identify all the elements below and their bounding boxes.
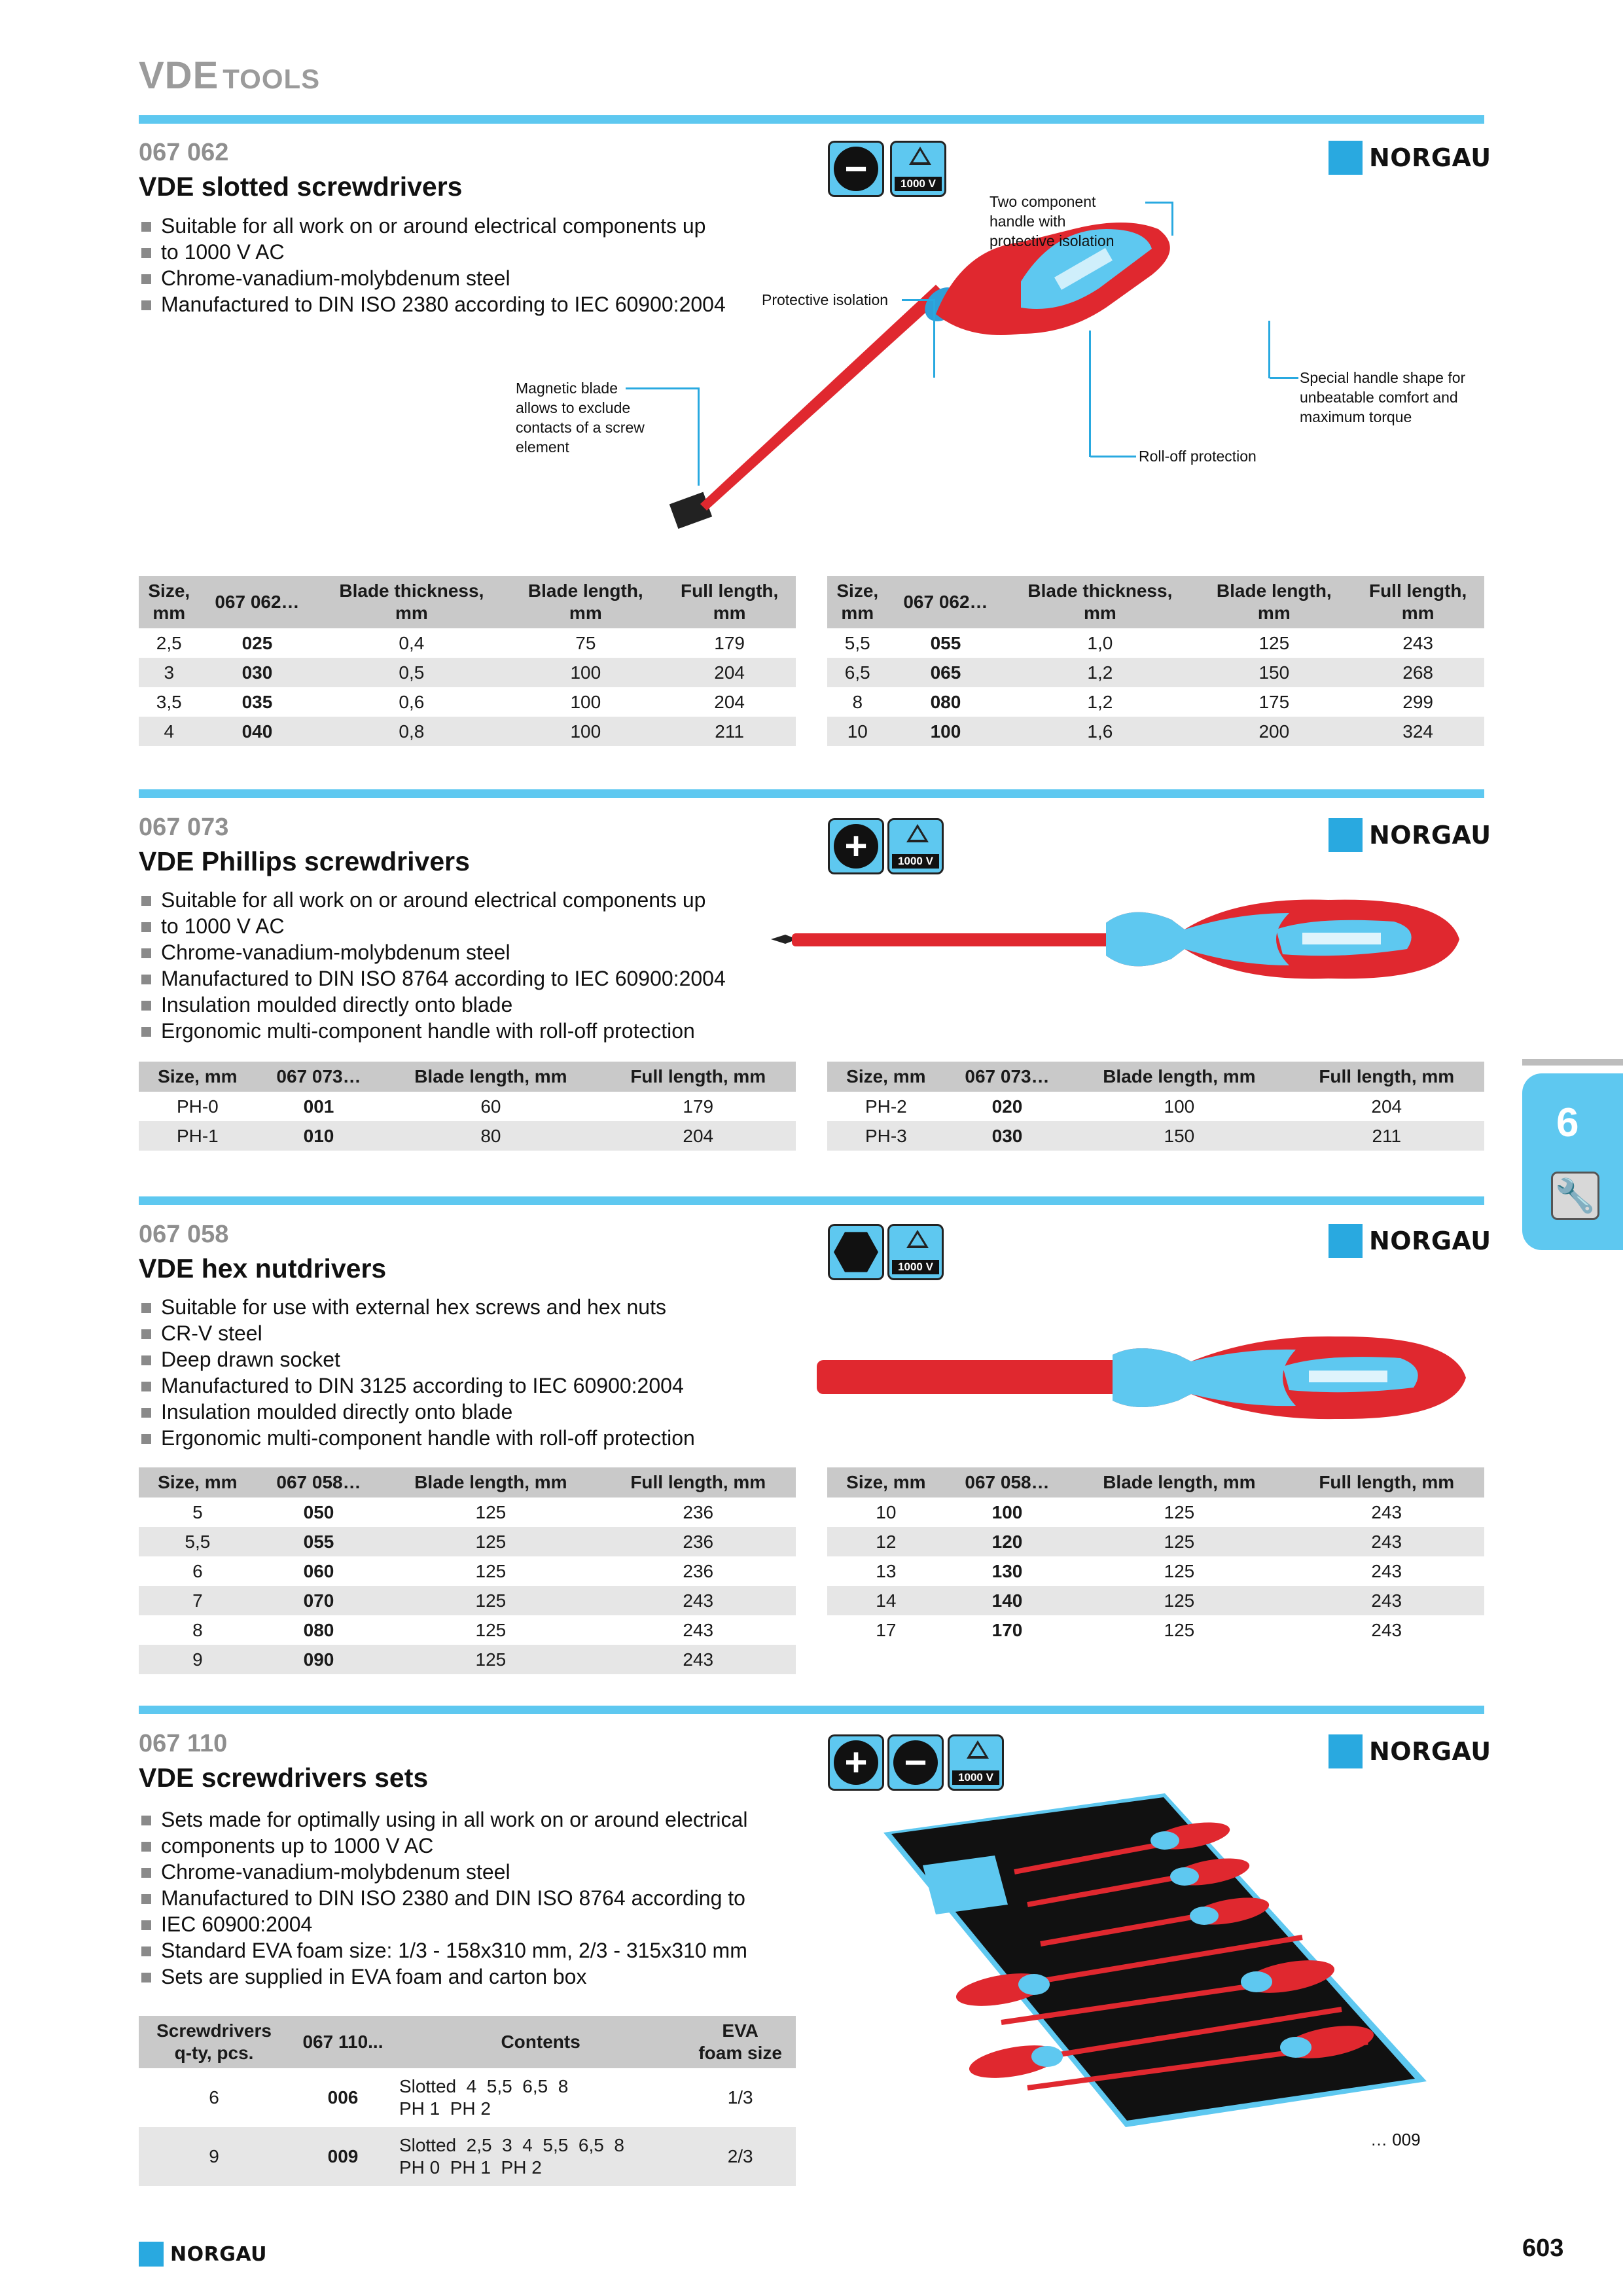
column-header: Screwdrivers q-ty, pcs. — [139, 2016, 289, 2068]
table-cell: 2/3 — [685, 2127, 796, 2186]
table-row — [139, 687, 796, 717]
table-cell: 7 — [139, 1586, 257, 1615]
table-cell: 009 — [289, 2127, 397, 2186]
size-table-right — [827, 1062, 1484, 1151]
column-header: Full length, mm — [601, 1467, 796, 1498]
table-cell: 10 — [827, 717, 888, 746]
footer-brand-logo: NORGAU — [139, 2242, 267, 2267]
table-cell: Slotted 2,5 3 4 5,5 6,5 8 PH 0 PH 1 PH 2 — [397, 2127, 685, 2186]
table-cell: 204 — [714, 691, 745, 712]
table-cell: 243 — [601, 1645, 796, 1674]
table-cell: 125 — [1069, 1527, 1289, 1556]
table-cell: 1,2 — [1003, 658, 1196, 687]
table-row — [139, 1586, 796, 1615]
table-cell: 179 — [683, 1096, 714, 1117]
table-cell: 0,6 — [399, 691, 425, 712]
table-cell: 055 — [930, 632, 961, 653]
list-item: Chrome-vanadium-molybdenum steel — [139, 939, 793, 965]
brand-logo: NORGAU — [1329, 141, 1491, 175]
column-header: EVA foam size — [685, 2016, 796, 2068]
section-rule — [139, 1706, 1484, 1714]
list-item: Ergonomic multi-component handle with roll-off protection — [139, 1425, 793, 1451]
table-cell: 211 — [1289, 1121, 1484, 1151]
table-cell: PH-2 — [865, 1096, 907, 1117]
list-item: Chrome-vanadium-molybdenum steel — [139, 1859, 826, 1885]
table-cell: 030 — [945, 1121, 1070, 1151]
column-header: 067 058… — [945, 1467, 1070, 1498]
hex-icon — [828, 1224, 884, 1280]
table-cell: 125 — [1164, 1619, 1195, 1640]
table-cell: Slotted 4 5,5 6,5 8 PH 1 PH 2 — [399, 2076, 569, 2119]
list-item: Deep drawn socket — [139, 1346, 793, 1372]
table-cell: 12 — [827, 1527, 945, 1556]
table-cell: 80 — [381, 1121, 600, 1151]
size-table-right — [827, 1467, 1484, 1645]
table-cell: 200 — [1196, 717, 1351, 746]
table-cell: 125 — [1069, 1586, 1289, 1615]
table-cell: 0,4 — [399, 632, 425, 653]
table-cell: 236 — [601, 1527, 796, 1556]
size-table-right — [827, 576, 1484, 746]
table-cell: 065 — [888, 658, 1004, 687]
table-cell: 243 — [1371, 1560, 1402, 1581]
table-row — [827, 1586, 1484, 1615]
phillips-icon: + — [828, 1734, 884, 1791]
table-cell: 150 — [1196, 658, 1351, 687]
chapter-number: 6 — [1556, 1100, 1579, 1145]
table-cell: 243 — [1371, 1619, 1402, 1640]
table-cell: 243 — [1402, 632, 1433, 653]
column-header: Size, mm — [827, 576, 888, 628]
table-row — [827, 687, 1484, 717]
size-table-left — [139, 576, 796, 746]
voltage-1000v-icon: 1000 V — [887, 818, 944, 874]
column-header: Blade length, mm — [508, 576, 663, 628]
table-cell: 5 — [192, 1501, 203, 1522]
table-cell: 100 — [888, 717, 1004, 746]
table-cell: 125 — [1258, 632, 1290, 653]
feature-list — [139, 1294, 793, 1451]
table-cell: 035 — [241, 691, 273, 712]
table-cell: 204 — [663, 658, 796, 687]
brand-logo: NORGAU — [1329, 1734, 1491, 1768]
table-cell: 243 — [601, 1586, 796, 1615]
table-cell: 75 — [575, 632, 596, 653]
table-cell: 125 — [475, 1619, 507, 1640]
table-cell: 14 — [827, 1586, 945, 1615]
table-cell: 5,5 — [139, 1527, 257, 1556]
table-cell: 100 — [508, 658, 663, 687]
list-item-cont: to 1000 V AC — [139, 239, 793, 265]
table-cell: 236 — [683, 1560, 714, 1581]
slotted-screwdriver-image — [654, 190, 1309, 556]
table-cell: 006 — [327, 2087, 359, 2108]
slotted-icon: − — [828, 141, 884, 197]
phillips-icon: + — [828, 818, 884, 874]
table-cell: 100 — [1164, 1096, 1195, 1117]
table-row — [827, 1527, 1484, 1556]
table-row — [139, 1498, 796, 1527]
table-cell: 175 — [1258, 691, 1290, 712]
column-header: 067 110... — [289, 2016, 397, 2068]
size-table-left — [139, 1467, 796, 1674]
table-cell: 150 — [1069, 1121, 1289, 1151]
page-title: VDE TOOLS — [139, 54, 321, 97]
table-cell: 13 — [876, 1560, 897, 1581]
table-cell: 60 — [480, 1096, 501, 1117]
phillips-screwdriver-image — [766, 884, 1472, 995]
list-item: Insulation moulded directly onto blade — [139, 992, 793, 1018]
product-title: VDE Phillips screwdrivers — [139, 846, 470, 876]
section-rule — [139, 789, 1484, 798]
size-table-left — [139, 1062, 796, 1151]
table-cell: 17 — [876, 1619, 897, 1640]
table-cell: 268 — [1351, 658, 1484, 687]
table-cell: 9 — [139, 2127, 289, 2186]
list-item: Suitable for use with external hex screws and hex nuts — [139, 1294, 793, 1320]
image-caption: … 009 — [1370, 2130, 1421, 2149]
table-cell: 4 — [139, 717, 200, 746]
section-rule — [139, 1196, 1484, 1205]
column-header: 067 073… — [945, 1062, 1070, 1092]
table-cell: PH-3 — [827, 1121, 945, 1151]
list-item: Insulation moulded directly onto blade — [139, 1399, 793, 1425]
column-header: Size, mm — [139, 576, 200, 628]
table-cell: 130 — [991, 1560, 1023, 1581]
table-cell: 204 — [601, 1121, 796, 1151]
table-cell: 179 — [714, 632, 745, 653]
table-cell: 324 — [1351, 717, 1484, 746]
table-cell: 1,2 — [1087, 691, 1113, 712]
slotted-icon: − — [887, 1734, 944, 1791]
table-cell: 5,5 — [844, 632, 870, 653]
product-title: VDE slotted screwdrivers — [139, 171, 463, 202]
table-row — [139, 2127, 796, 2186]
tab-divider — [1522, 1059, 1623, 1066]
table-cell: 1,0 — [1087, 632, 1113, 653]
column-header: Blade length, mm — [1069, 1062, 1289, 1092]
table-cell: 080 — [930, 691, 961, 712]
callout-two-component: Two component handle with protective isolation — [990, 193, 1115, 249]
column-header: 067 073… — [257, 1062, 382, 1092]
table-row — [827, 1556, 1484, 1586]
table-cell: 8 — [852, 691, 863, 712]
column-header: Blade length, mm — [381, 1062, 600, 1092]
table-row — [139, 658, 796, 687]
list-item: Manufactured to DIN ISO 2380 and DIN ISO 8764 according to — [139, 1885, 826, 1911]
list-item: Sets made for optimally using in all work on or around electrical — [139, 1806, 826, 1833]
table-cell: 170 — [991, 1619, 1023, 1640]
list-item-cont: components up to 1000 V AC — [139, 1833, 826, 1859]
list-item-cont: IEC 60900:2004 — [139, 1911, 826, 1937]
column-header: Blade length, mm — [381, 1467, 600, 1498]
table-row — [139, 628, 796, 658]
table-cell: 211 — [663, 717, 796, 746]
table-cell: 1,6 — [1003, 717, 1196, 746]
table-row — [139, 1556, 796, 1586]
column-header: 067 058… — [257, 1467, 382, 1498]
list-item: Manufactured to DIN 3125 according to IEC 60900:2004 — [139, 1372, 793, 1399]
brand-logo: NORGAU — [1329, 1224, 1491, 1258]
list-item: Manufactured to DIN ISO 2380 according to IEC 60900:2004 — [139, 291, 793, 317]
table-row — [827, 1121, 1484, 1151]
callout-magnetic-blade: Magnetic blade allows to exclude contacts of a screw element — [516, 380, 645, 456]
callout-special-handle: Special handle shape for unbeatable comfort and maximum torque — [1300, 369, 1466, 425]
product-code: 067 073 — [139, 814, 229, 841]
table-row — [139, 1092, 796, 1121]
list-item: Suitable for all work on or around electrical components up — [139, 213, 793, 239]
product-code: 067 110 — [139, 1730, 228, 1757]
section-rule — [139, 115, 1484, 124]
list-item: Standard EVA foam size: 1/3 - 158x310 mm, 2/3 - 315x310 mm — [139, 1937, 826, 1964]
table-cell: 10 — [876, 1501, 897, 1522]
list-item-cont: to 1000 V AC — [139, 913, 793, 939]
list-item: Ergonomic multi-component handle with roll-off protection — [139, 1018, 793, 1044]
feature-list — [139, 1806, 826, 1990]
table-cell: 120 — [945, 1527, 1070, 1556]
list-item: Suitable for all work on or around electrical components up — [139, 887, 793, 913]
table-cell: PH-0 — [176, 1096, 219, 1117]
callout-protective-isolation: Protective isolation — [762, 291, 889, 308]
table-cell: 070 — [257, 1586, 382, 1615]
list-item: Sets are supplied in EVA foam and carton box — [139, 1964, 826, 1990]
column-header: 067 062… — [200, 576, 315, 628]
chapter-tab[interactable] — [1522, 1073, 1623, 1250]
column-header: Size, mm — [139, 1467, 257, 1498]
product-code: 067 062 — [139, 139, 229, 166]
table-cell: 9 — [139, 1645, 257, 1674]
table-row — [139, 1645, 796, 1674]
column-header: Size, mm — [139, 1062, 257, 1092]
table-row — [827, 1092, 1484, 1121]
wrench-icon: 🔧 — [1551, 1172, 1599, 1220]
voltage-1000v-icon: 1000 V — [887, 1224, 944, 1280]
column-header: Full length, mm — [601, 1062, 796, 1092]
table-cell: 243 — [1371, 1501, 1402, 1522]
table-cell: 050 — [303, 1501, 334, 1522]
voltage-1000v-icon: 1000 V — [890, 141, 946, 197]
table-cell: 1/3 — [727, 2087, 753, 2108]
hex-nutdriver-image — [812, 1322, 1479, 1433]
callout-roll-off: Roll-off protection — [1139, 448, 1257, 465]
table-cell: 243 — [1289, 1586, 1484, 1615]
column-header: Blade length, mm — [1069, 1467, 1289, 1498]
table-cell: 040 — [200, 717, 315, 746]
table-cell: 010 — [257, 1121, 382, 1151]
feature-list — [139, 887, 793, 1044]
table-cell: 060 — [303, 1560, 334, 1581]
column-header: Blade thickness, mm — [315, 576, 508, 628]
table-cell: 140 — [945, 1586, 1070, 1615]
column-header: Full length, mm — [663, 576, 796, 628]
table-cell: 125 — [381, 1586, 600, 1615]
table-cell: 125 — [381, 1645, 600, 1674]
brand-logo: NORGAU — [1329, 818, 1491, 852]
table-row — [139, 2068, 796, 2127]
table-cell: 125 — [475, 1560, 507, 1581]
product-title: VDE hex nutdrivers — [139, 1253, 387, 1283]
column-header: Full length, mm — [1289, 1467, 1484, 1498]
voltage-1000v-icon: 1000 V — [948, 1734, 1004, 1791]
table-cell: 2,5 — [156, 632, 182, 653]
table-cell: 0,5 — [315, 658, 508, 687]
table-cell: 100 — [570, 691, 601, 712]
column-header: Blade length, mm — [1196, 576, 1351, 628]
list-item: CR-V steel — [139, 1320, 793, 1346]
table-cell: 020 — [991, 1096, 1023, 1117]
column-header: Size, mm — [827, 1062, 945, 1092]
table-row — [827, 717, 1484, 746]
table-cell: 236 — [683, 1501, 714, 1522]
set-table — [139, 2016, 796, 2186]
table-cell: 299 — [1402, 691, 1433, 712]
table-cell: 204 — [1371, 1096, 1402, 1117]
table-cell: 8 — [192, 1619, 203, 1640]
table-cell: 125 — [381, 1527, 600, 1556]
column-header: Size, mm — [827, 1467, 945, 1498]
table-cell: PH-1 — [139, 1121, 257, 1151]
product-code: 067 058 — [139, 1221, 229, 1248]
table-cell: 030 — [200, 658, 315, 687]
table-row — [827, 658, 1484, 687]
table-row — [139, 717, 796, 746]
table-cell: 100 — [508, 717, 663, 746]
column-header: 067 062… — [888, 576, 1004, 628]
table-cell: 025 — [241, 632, 273, 653]
page-number: 603 — [1522, 2234, 1564, 2262]
table-row — [139, 1121, 796, 1151]
table-cell: 090 — [257, 1645, 382, 1674]
table-cell: 125 — [1164, 1501, 1195, 1522]
table-cell: 125 — [1164, 1560, 1195, 1581]
column-header: Full length, mm — [1351, 576, 1484, 628]
column-header: Full length, mm — [1289, 1062, 1484, 1092]
table-cell: 055 — [257, 1527, 382, 1556]
table-row — [827, 1615, 1484, 1645]
product-title: VDE screwdrivers sets — [139, 1763, 429, 1793]
table-cell: 6 — [192, 1560, 203, 1581]
column-header: Blade thickness, mm — [1003, 576, 1196, 628]
table-cell: 001 — [303, 1096, 334, 1117]
list-item: Chrome-vanadium-molybdenum steel — [139, 265, 793, 291]
table-cell: 125 — [475, 1501, 507, 1522]
screwdriver-set-image — [883, 1793, 1427, 2127]
table-cell: 6,5 — [827, 658, 888, 687]
table-cell: 243 — [683, 1619, 714, 1640]
table-row — [139, 1527, 796, 1556]
table-cell: 3 — [139, 658, 200, 687]
table-cell: 243 — [1289, 1527, 1484, 1556]
table-row — [827, 1498, 1484, 1527]
list-item: Manufactured to DIN ISO 8764 according to IEC 60900:2004 — [139, 965, 793, 992]
table-row — [139, 1615, 796, 1645]
column-header: Contents — [397, 2016, 685, 2068]
table-row — [827, 628, 1484, 658]
table-cell: 6 — [209, 2087, 219, 2108]
table-cell: 080 — [303, 1619, 334, 1640]
table-cell: 3,5 — [156, 691, 182, 712]
table-cell: 0,8 — [315, 717, 508, 746]
table-cell: 100 — [991, 1501, 1023, 1522]
